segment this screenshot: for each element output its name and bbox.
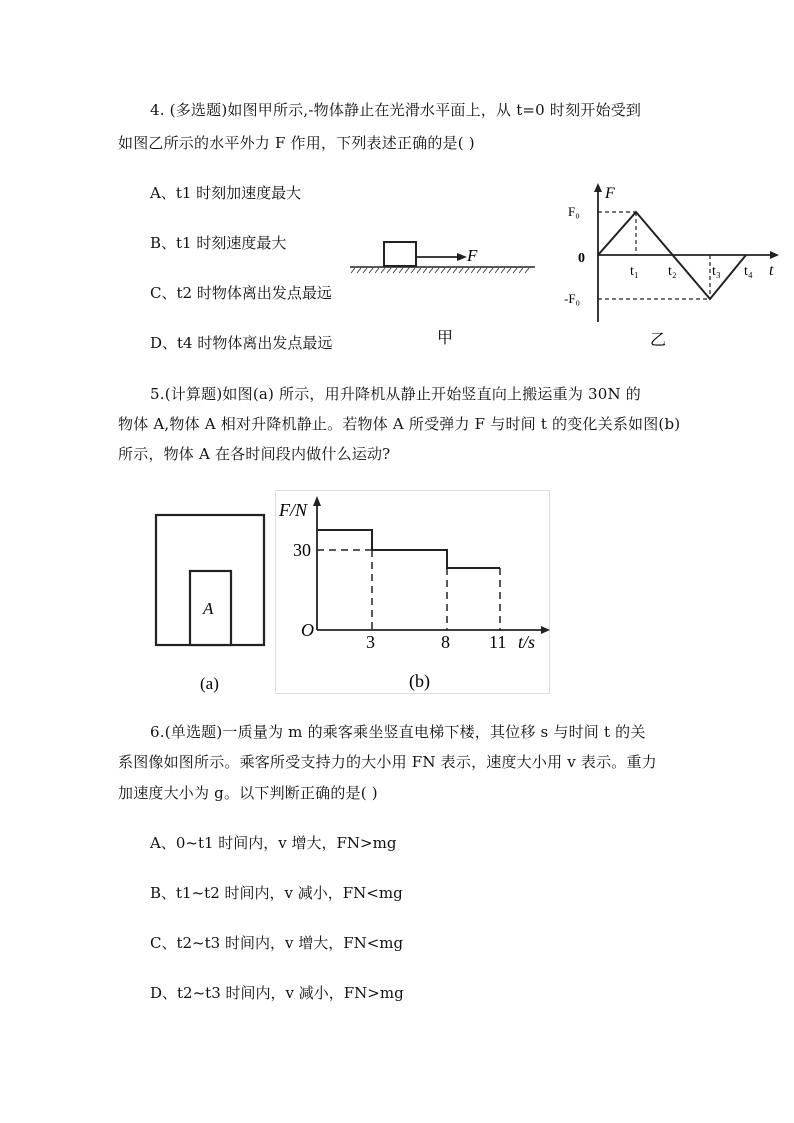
q6-option-c: C、t2~t3 时间内，v 增大，FN<mg — [150, 934, 404, 952]
t1-label: t₁ — [630, 264, 639, 279]
t2-label: t₂ — [668, 264, 677, 279]
q5-line2: 物体 A,物体 A 相对升降机静止。若物体 A 所受弹力 F 与时间 t 的变化关系如图(b) — [118, 415, 681, 433]
q4-option-c: C、t2 时物体离出发点最远 — [150, 284, 332, 302]
x-axis-label: t/s — [518, 632, 536, 652]
caption-a: (a) — [200, 674, 219, 693]
y-arrow — [594, 183, 602, 192]
x-arrow — [770, 251, 779, 259]
t3-label: t₃ — [712, 264, 721, 279]
y-arrow — [313, 496, 321, 506]
q6-option-b: B、t1~t2 时间内，v 减小，FN<mg — [150, 884, 403, 902]
q6-option-d: D、t2~t3 时间内，v 减小，FN>mg — [150, 984, 404, 1002]
xtick-3: 3 — [366, 632, 375, 652]
xtick-11: 11 — [489, 632, 507, 652]
ytick-30: 30 — [293, 540, 311, 560]
figure-a — [150, 505, 275, 695]
figure-b — [275, 490, 555, 695]
y-axis-label: F/N — [279, 500, 308, 520]
x-axis-label: t — [769, 262, 774, 279]
caption-jia: 甲 — [437, 330, 454, 347]
q4-option-a: A、t1 时刻加速度最大 — [150, 184, 302, 202]
q6-line1: 6.(单选题)一质量为 m 的乘客乘坐竖直电梯下楼，其位移 s 与时间 t 的关 — [150, 723, 646, 741]
figure-yi — [560, 180, 785, 355]
caption-yi: 乙 — [650, 332, 667, 349]
ground-hatch — [351, 268, 529, 273]
q4-option-b: B、t1 时刻速度最大 — [150, 234, 287, 252]
q4-line2: 如图乙所示的水平外力 F 作用，下列表述正确的是( ) — [118, 134, 475, 152]
y-axis-label: F — [605, 185, 615, 202]
xtick-8: 8 — [441, 632, 450, 652]
arrow-head — [457, 253, 467, 261]
figure-jia — [345, 230, 545, 350]
force-label: F — [467, 246, 478, 265]
t4-label: t₄ — [744, 264, 753, 279]
origin-label: 0 — [578, 251, 585, 266]
x-arrow — [541, 626, 550, 634]
q6-option-a: A、0~t1 时间内，v 增大，FN>mg — [150, 834, 397, 852]
force-steps — [317, 530, 500, 568]
q4-line1: 4. (多选题)如图甲所示,-物体静止在光滑水平面上，从 t=0 时刻开始受到 — [150, 101, 642, 119]
neg-f0-label: -F₀ — [564, 291, 581, 306]
object-a-label: A — [203, 599, 214, 618]
q5-line1: 5.(计算题)如图(a) 所示，用升降机从静止开始竖直向上搬运重为 30N 的 — [150, 385, 641, 403]
caption-b: (b) — [409, 671, 430, 691]
origin-label: O — [301, 620, 314, 640]
q6-line2: 系图像如图所示。乘客所受支持力的大小用 FN 表示，速度大小用 v 表示。重力 — [118, 753, 657, 771]
q6-line3: 加速度大小为 g。以下判断正确的是( ) — [118, 784, 378, 802]
block — [384, 242, 416, 266]
q4-option-d: D、t4 时物体离出发点最远 — [150, 334, 333, 352]
f0-label: F₀ — [568, 204, 580, 219]
q5-line3: 所示，物体 A 在各时间段内做什么运动? — [118, 445, 391, 463]
